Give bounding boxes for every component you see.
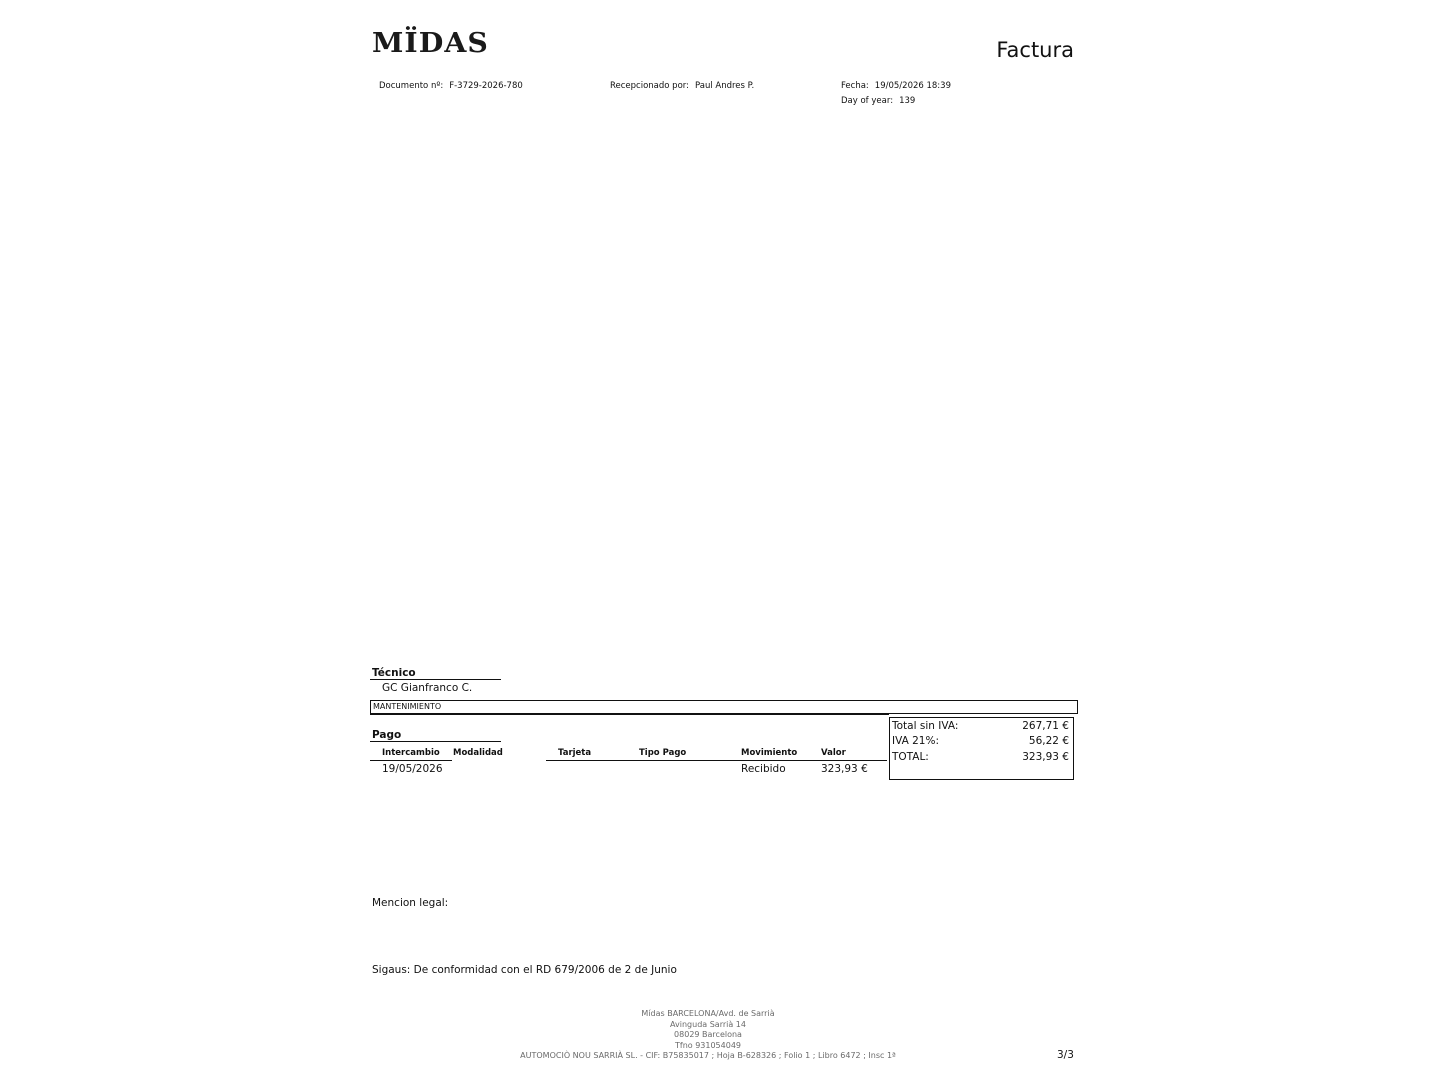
total-label: TOTAL: bbox=[892, 751, 929, 763]
sigaus-notice: Sigaus: De conformidad con el RD 679/2006 de 2 de Junio bbox=[372, 964, 677, 976]
legal-mention: Mencion legal: bbox=[372, 897, 449, 909]
service-rule bbox=[370, 714, 889, 715]
midas-logo: MÏDAS bbox=[372, 28, 489, 59]
iva-label: IVA 21%: bbox=[892, 735, 940, 747]
col-valor: Valor bbox=[821, 748, 846, 758]
iva-row bbox=[892, 735, 1069, 747]
received-by-value: Paul Andres P. bbox=[695, 81, 755, 91]
service-type-box: MANTENIMIENTO bbox=[370, 700, 1078, 714]
invoice-date-label: Fecha: bbox=[841, 81, 869, 91]
document-number-label: Documento nº: bbox=[379, 81, 444, 91]
footer-line-2: Avinguda Sarrià 14 bbox=[670, 1019, 746, 1029]
received-by bbox=[610, 81, 754, 91]
payment-row-value: 323,93 € bbox=[821, 763, 868, 775]
tecnico-heading: Técnico bbox=[372, 667, 416, 679]
pago-rule bbox=[370, 741, 501, 742]
footer-line-5: AUTOMOCIÒ NOU SARRIÀ SL. - CIF: B75835017 ; Hoja B-628326 ; Folio 1 ; Libro 6472 ; Insc 1ª bbox=[520, 1051, 896, 1060]
day-of-year-value: 139 bbox=[899, 96, 916, 106]
tecnico-name: GC Gianfranco C. bbox=[382, 682, 473, 694]
pago-heading: Pago bbox=[372, 729, 402, 741]
col-tipo-pago: Tipo Pago bbox=[639, 748, 687, 758]
company-footer bbox=[420, 1009, 996, 1062]
total-sin-iva-label: Total sin IVA: bbox=[892, 720, 959, 732]
total-value: 323,93 € bbox=[1022, 751, 1069, 763]
page-number: 3/3 bbox=[1057, 1049, 1074, 1061]
document-number-value: F-3729-2026-780 bbox=[449, 81, 523, 91]
footer-line-1: Mídas BARCELONA/Avd. de Sarrià bbox=[641, 1009, 775, 1018]
total-sin-iva-row bbox=[892, 720, 1069, 732]
total-row bbox=[892, 751, 1069, 763]
footer-line-3: 08029 Barcelona bbox=[674, 1030, 742, 1039]
day-of-year-label: Day of year: bbox=[841, 96, 894, 106]
totals-box bbox=[889, 717, 1074, 780]
payment-row-movement: Recibido bbox=[741, 763, 786, 775]
pago-col-rule-left bbox=[370, 760, 452, 761]
pago-col-rule-right bbox=[546, 760, 887, 761]
iva-value: 56,22 € bbox=[1028, 735, 1069, 747]
day-of-year bbox=[841, 96, 915, 106]
tecnico-rule bbox=[370, 679, 501, 680]
received-by-label: Recepcionado por: bbox=[610, 81, 689, 91]
col-intercambio: Intercambio bbox=[382, 748, 440, 758]
col-tarjeta: Tarjeta bbox=[558, 748, 592, 758]
document-number bbox=[379, 81, 523, 91]
invoice-date bbox=[841, 81, 951, 91]
footer-line-4: Tfno 931054049 bbox=[674, 1040, 742, 1050]
document-title: Factura bbox=[996, 38, 1074, 62]
col-movimiento: Movimiento bbox=[741, 748, 798, 758]
invoice-date-value: 19/05/2026 18:39 bbox=[874, 81, 951, 91]
total-sin-iva-value: 267,71 € bbox=[1022, 720, 1069, 732]
payment-row-date: 19/05/2026 bbox=[382, 763, 443, 775]
col-modalidad: Modalidad bbox=[453, 748, 503, 758]
